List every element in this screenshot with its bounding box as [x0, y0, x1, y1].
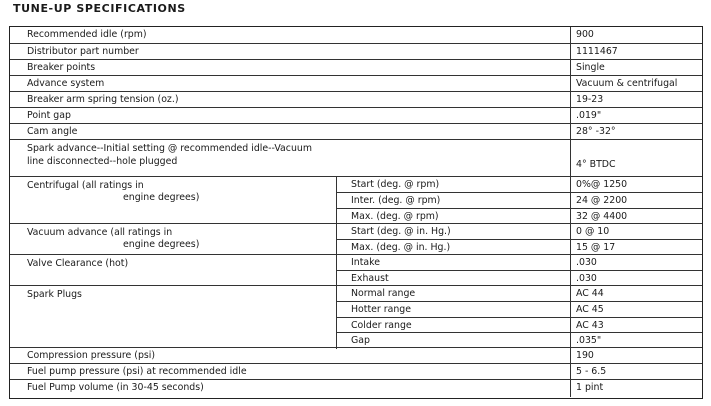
- row-value: 1 pint: [570, 380, 702, 397]
- row-label: Breaker arm spring tension (oz.): [27, 94, 179, 105]
- centrifugal-label: [27, 180, 199, 204]
- subrow-label: Exhaust: [336, 271, 570, 287]
- valve-clearance-label: Valve Clearance (hot): [27, 258, 129, 269]
- row-label: Cam angle: [27, 126, 78, 137]
- row-label: Point gap: [27, 110, 71, 121]
- subrow-label: Inter. (deg. @ rpm): [336, 193, 570, 209]
- table-group-centrifugal: [10, 176, 702, 223]
- table-subrow: [336, 192, 702, 209]
- spark-advance-value: 4° BTDC: [576, 159, 616, 170]
- row-label: Fuel Pump volume (in 30-45 seconds): [27, 382, 204, 393]
- table-subrow: [336, 255, 702, 270]
- row-value: 19-23: [570, 92, 702, 107]
- table-row: [10, 43, 702, 59]
- table-row: [10, 59, 702, 75]
- table-group-valve-clearance: [10, 254, 702, 285]
- row-label: Compression pressure (psi): [27, 350, 156, 361]
- row-label: Advance system: [27, 78, 105, 89]
- row-value: [570, 140, 702, 176]
- row-value: 1111467: [570, 44, 702, 59]
- subrow-value: .030: [570, 271, 702, 287]
- table-row: [10, 379, 702, 397]
- spark-advance-label: [27, 143, 312, 169]
- row-value: 28° -32°: [570, 124, 702, 139]
- vacuum-advance-label-line-1: Vacuum advance (all ratings in: [27, 227, 173, 238]
- subrow-label: Max. (deg. @ rpm): [336, 209, 570, 225]
- subrow-value: 0 @ 10: [570, 224, 702, 239]
- table-row: [10, 107, 702, 123]
- subrow-label: Start (deg. @ in. Hg.): [336, 224, 570, 239]
- spec-table: [9, 26, 703, 399]
- table-subrow: [336, 301, 702, 318]
- centrifugal-label-line-2: engine degrees): [123, 191, 200, 203]
- subrow-value: 24 @ 2200: [570, 193, 702, 209]
- subrow-value: 15 @ 17: [570, 240, 702, 256]
- table-row: [10, 347, 702, 363]
- table-row: [10, 27, 702, 43]
- vacuum-advance-label-line-2: engine degrees): [123, 238, 200, 250]
- page-title: TUNE-UP SPECIFICATIONS: [13, 2, 186, 15]
- subrow-label: Colder range: [336, 318, 570, 333]
- table-row: [10, 123, 702, 139]
- subrow-value: AC 43: [570, 318, 702, 333]
- subrow-value: 32 @ 4400: [570, 209, 702, 225]
- subrow-value: AC 45: [570, 302, 702, 318]
- row-value: 190: [570, 348, 702, 363]
- table-group-spark-plugs: [10, 285, 702, 347]
- row-label: Breaker points: [27, 62, 96, 73]
- row-label: Recommended idle (rpm): [27, 29, 147, 40]
- subrow-value: AC 44: [570, 286, 702, 301]
- subrow-label: Gap: [336, 333, 570, 349]
- spark-plugs-label: Spark Plugs: [27, 289, 82, 300]
- row-value: .019": [570, 108, 702, 123]
- row-value: 900: [570, 27, 702, 43]
- spark-advance-line-2: line disconnected--hole plugged: [27, 155, 178, 167]
- spark-advance-line-1: Spark advance--Initial setting @ recommended idle--Vacuum: [27, 143, 312, 154]
- table-row: [10, 91, 702, 107]
- row-value: Single: [570, 60, 702, 75]
- row-value: 5 - 6.5: [570, 364, 702, 379]
- centrifugal-label-line-1: Centrifugal (all ratings in: [27, 180, 144, 191]
- subrow-label: Hotter range: [336, 302, 570, 318]
- table-group-vacuum-advance: [10, 223, 702, 254]
- row-label: Fuel pump pressure (psi) at recommended idle: [27, 366, 247, 377]
- subrow-label: Normal range: [336, 286, 570, 301]
- subrow-value: 0%@ 1250: [570, 177, 702, 192]
- table-subrow: [336, 177, 702, 192]
- subrow-value: .035": [570, 333, 702, 349]
- table-subrow: [336, 317, 702, 333]
- subrow-label: Start (deg. @ rpm): [336, 177, 570, 192]
- subrow-label: Intake: [336, 255, 570, 270]
- subrow-label: Max. (deg. @ in. Hg.): [336, 240, 570, 256]
- row-label: Distributor part number: [27, 46, 139, 57]
- table-subrow: [336, 224, 702, 239]
- table-row: [10, 75, 702, 91]
- table-subrow: [336, 286, 702, 301]
- table-row: [10, 363, 702, 379]
- subrow-value: .030: [570, 255, 702, 270]
- table-row-spark-advance: [10, 139, 702, 176]
- row-value: Vacuum & centrifugal: [570, 76, 702, 91]
- vacuum-advance-label: [27, 227, 199, 251]
